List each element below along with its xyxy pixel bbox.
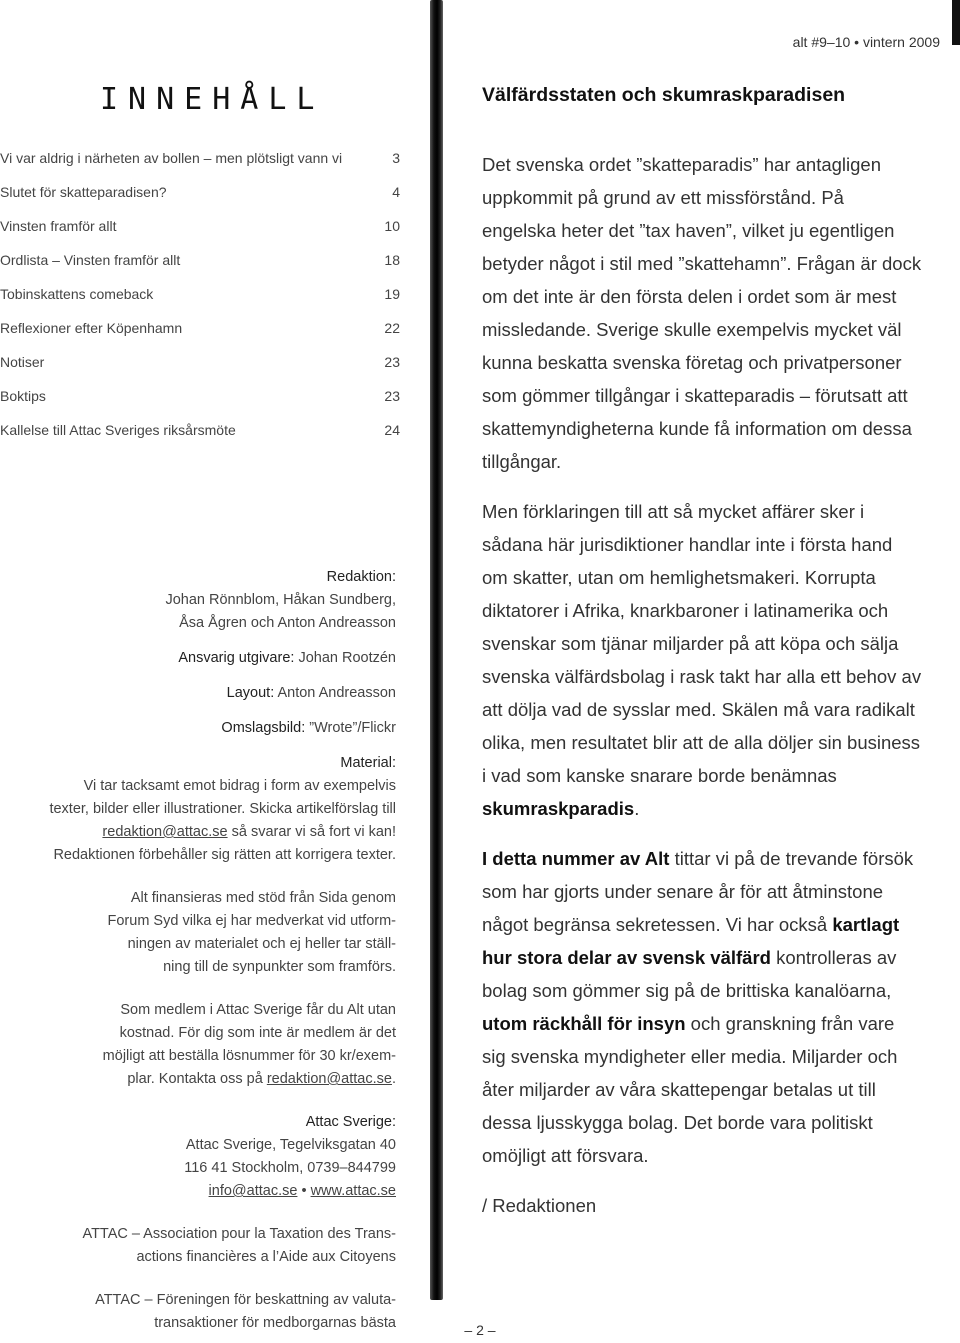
toc-item-page: 23: [384, 388, 400, 404]
member-email-link[interactable]: redaktion@attac.se: [266, 1071, 392, 1087]
colophon: [10, 566, 396, 1335]
material-email-link[interactable]: redaktion@attac.se: [102, 824, 228, 840]
attac-address: 116 41 Stockholm, 0739–844799: [184, 1160, 396, 1176]
member-line: Som medlem i Attac Sverige får du Alt utan: [120, 1002, 396, 1018]
attac-label: Attac Sverige:: [305, 1114, 396, 1130]
column-divider: [430, 0, 443, 1300]
member-line-end: .: [391, 1071, 396, 1087]
sida-line: Alt finansieras med stöd från Sida genom: [130, 890, 396, 906]
toc-title: INNEHÅLL: [100, 82, 325, 117]
article-text: Men förklaringen till att så mycket affärer sker i sådana här jurisdiktioner handlar inte i första hand om skatter, utan om hemlighetsmakeri. Korrupta diktatorer i Afrika, knarkbaroner i latinamerika och svenskar som tjänar miljarder på att köpa och sälja svenska välfärdsbolag i rask takt har alla ett behov av att dölja vad de sysslar med. Skälen må vara radikalt olika, men resultatet blir att de alla döljer sin business i vad som kanske snarare borde benämnas: [482, 501, 922, 786]
sida-line: Forum Syd vilka ej har medverkat vid utform-: [107, 913, 396, 929]
toc-item-page: 23: [384, 354, 400, 370]
layout-value: Anton Andreasson: [274, 685, 396, 701]
article-text: .: [634, 798, 640, 819]
article-text: kontrolleras av bolag som gömmer sig på de brittiska kanalöarna,: [482, 947, 897, 1001]
article-emphasis: I detta nummer av Alt: [482, 848, 670, 869]
attac-sv-line: ATTAC – Föreningen för beskattning av valuta-: [95, 1292, 396, 1308]
toc-item[interactable]: [0, 145, 400, 179]
article-title: Välfärdsstaten och skumraskparadisen: [482, 84, 846, 106]
article-body: [482, 148, 922, 1239]
page-number: – 2 –: [464, 1322, 496, 1338]
toc-item-page: 22: [384, 320, 400, 336]
attac-sv-line: transaktioner för medborgarnas bästa: [154, 1315, 396, 1331]
toc-item[interactable]: [0, 417, 400, 451]
article-text: tittar vi på de trevande försök som har gjorts under senare år för att åtminstone något begränsa sekretessen. Vi har också: [482, 848, 914, 935]
issue-label: alt #9–10 • vintern 2009: [792, 34, 940, 50]
ansvarig-label: Ansvarig utgivare:: [178, 650, 295, 666]
sida-line: ningen av materialet och ej heller tar ställ-: [127, 936, 396, 952]
material-line: så svarar vi så fort vi kan!: [227, 824, 396, 840]
article-text: och granskning från vare sig svenska myndigheter eller media. Miljarder och åter miljarder av våra skattepengar betalas ut till dessa ljusskygga bolag. Det borde vara politiskt omöjligt att försvara.: [482, 1013, 898, 1166]
member-line: kostnad. För dig som inte är medlem är det: [119, 1025, 396, 1041]
attac-email-link[interactable]: info@attac.se: [208, 1183, 298, 1199]
toc-item[interactable]: [0, 179, 400, 213]
toc-item-page: 24: [384, 422, 400, 438]
toc-item-title: Ordlista – Vinsten framför allt: [0, 252, 181, 268]
article-emphasis: utom räckhåll för insyn: [482, 1013, 686, 1034]
toc-item-page: 4: [392, 184, 400, 200]
toc-item[interactable]: [0, 383, 400, 417]
material-line: Redaktionen förbehåller sig rätten att korrigera texter.: [53, 847, 396, 863]
material-line: Vi tar tacksamt emot bidrag i form av exempelvis: [83, 778, 396, 794]
toc-item[interactable]: [0, 247, 400, 281]
toc-list: [0, 145, 400, 451]
toc-item-title: Vinsten framför allt: [0, 218, 117, 234]
toc-item-title: Vi var aldrig i närheten av bollen – men plötsligt vann vi: [0, 150, 343, 166]
toc-item[interactable]: [0, 213, 400, 247]
toc-item[interactable]: [0, 281, 400, 315]
article-emphasis: skumraskparadis: [482, 798, 635, 819]
corner-mark: [952, 0, 960, 45]
toc-item[interactable]: [0, 315, 400, 349]
toc-item-page: 3: [392, 150, 400, 166]
toc-item-page: 10: [384, 218, 400, 234]
toc-item-title: Slutet för skatteparadisen?: [0, 184, 167, 200]
ansvarig-value: Johan Rootzén: [294, 650, 396, 666]
toc-item-title: Notiser: [0, 354, 45, 370]
redaktion-label: Redaktion:: [326, 569, 396, 585]
layout-label: Layout:: [226, 685, 275, 701]
omslag-label: Omslagsbild:: [221, 720, 306, 736]
toc-item-title: Kallelse till Attac Sveriges riksårsmöte: [0, 422, 236, 438]
article-emphasis: kartlagt hur stora delar av svensk välfärd: [482, 914, 900, 968]
toc-item-title: Tobinskattens comeback: [0, 286, 154, 302]
redaktion-line: Åsa Ågren och Anton Andreasson: [179, 615, 396, 631]
toc-item-page: 19: [384, 286, 400, 302]
toc-item-page: 18: [384, 252, 400, 268]
omslag-value: ”Wrote”/Flickr: [305, 720, 396, 736]
material-line: texter, bilder eller illustrationer. Skicka artikelförslag till: [49, 801, 396, 817]
article-paragraph: [482, 495, 922, 825]
toc-item-title: Reflexioner efter Köpenhamn: [0, 320, 183, 336]
toc-item[interactable]: [0, 349, 400, 383]
member-line: plar. Kontakta oss på: [127, 1071, 267, 1087]
redaktion-line: Johan Rönnblom, Håkan Sundberg,: [165, 592, 396, 608]
member-line: möjligt att beställa lösnummer för 30 kr/exem-: [102, 1048, 396, 1064]
article-paragraph: [482, 842, 922, 1172]
attac-fr-line: ATTAC – Association pour la Taxation des Trans-: [82, 1226, 396, 1242]
toc-item-title: Boktips: [0, 388, 46, 404]
article-signature: / Redaktionen: [482, 1195, 597, 1216]
sida-line: ning till de synpunkter som framförs.: [163, 959, 396, 975]
attac-address: Attac Sverige, Tegelviksgatan 40: [185, 1137, 396, 1153]
attac-fr-line: actions financières a l’Aide aux Citoyens: [136, 1249, 396, 1265]
article-paragraph: Det svenska ordet ”skatteparadis” har antagligen uppkommit på grund av ett missförstånd. På engelska heter det ”tax haven”, vilket ju egentligen betyder något i stil med ”skattehamn”. Frågan är dock om det inte är den första delen i ordet som är mest missledande. Sverige skulle exempelvis mycket väl kunna beskatta svenska företag och privatpersoner som gömmer tillgångar i skatteparadis – förutsatt att skattemyndigheterna kunde få information om dessa tillgångar.: [482, 154, 922, 472]
bullet-separator: •: [297, 1183, 311, 1199]
material-label: Material:: [340, 755, 396, 771]
attac-web-link[interactable]: www.attac.se: [310, 1183, 396, 1199]
